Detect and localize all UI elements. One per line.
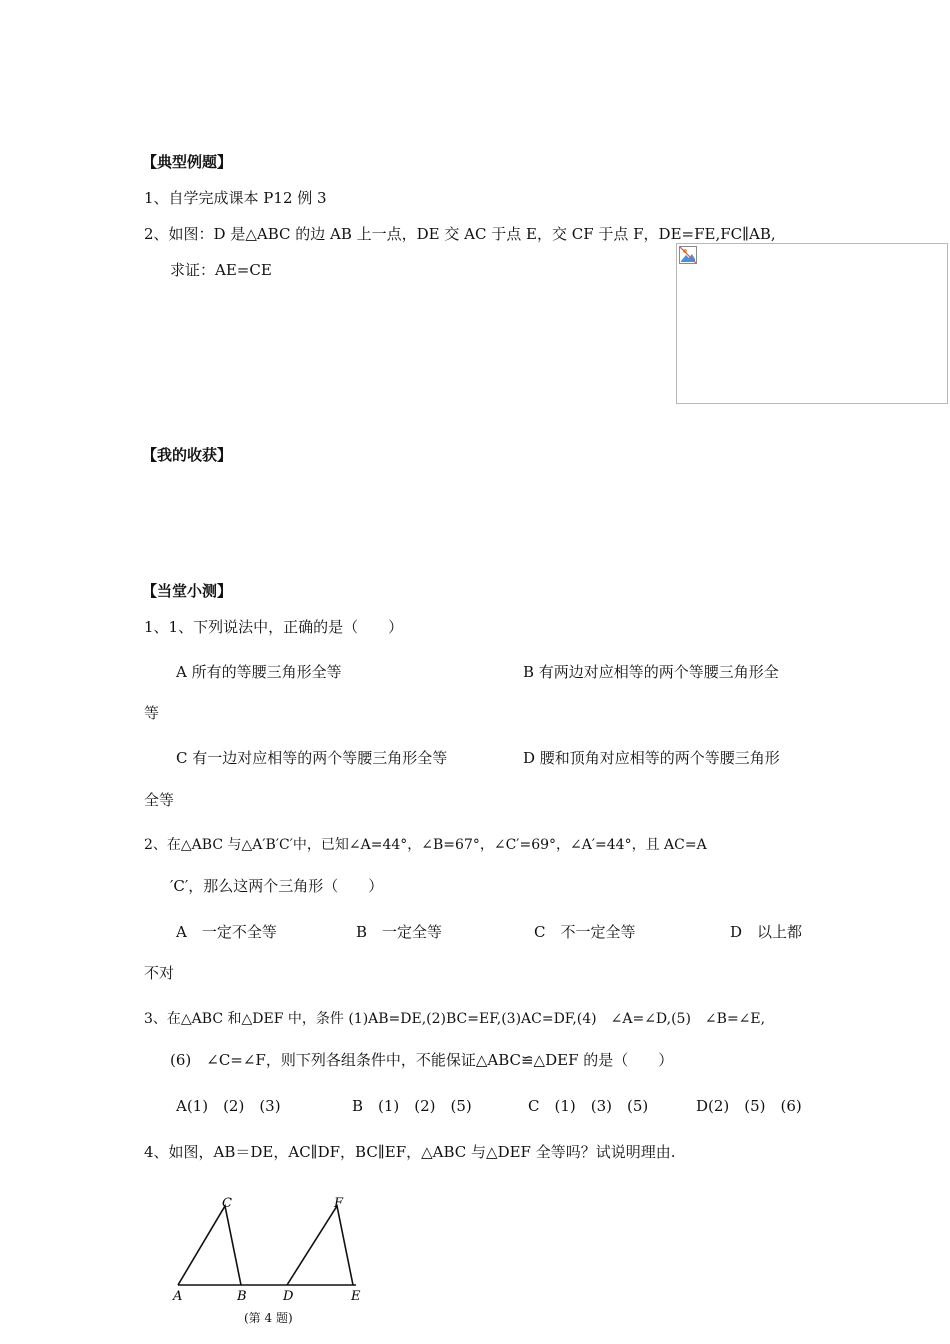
harvest-heading: 【我的收获】	[142, 446, 233, 464]
quiz-q1-option-b: B 有两边对应相等的两个等腰三角形全	[523, 663, 779, 681]
quiz-q1-option-a: A 所有的等腰三角形全等	[176, 663, 342, 681]
quiz-q3-option-b: B (1) (2) (5)	[352, 1097, 472, 1115]
examples-heading: 【典型例题】	[142, 153, 233, 171]
quiz-q2-option-a: A 一定不全等	[176, 923, 277, 941]
quiz-q1-stem: 1、1、下列说法中，正确的是（ ）	[144, 618, 404, 636]
quiz-q3-stem-line-1: 3、在△ABC 和△DEF 中，条件 (1)AB=DE,(2)BC=EF,(3)AC=DF,(4) ∠A=∠D,(5) ∠B=∠E,	[144, 1011, 766, 1027]
triangle-abc	[178, 1206, 241, 1285]
quiz-q2-stem-line-2: ′C′，那么这两个三角形（ ）	[170, 877, 384, 895]
quiz-q3-stem-line-2: (6) ∠C=∠F，则下列各组条件中，不能保证△ABC≌△DEF 的是（ ）	[170, 1051, 674, 1069]
quiz-q3-option-a: A(1) (2) (3)	[176, 1097, 281, 1115]
quiz-q3-option-c: C (1) (3) (5)	[528, 1097, 649, 1115]
figure-image-placeholder	[676, 243, 948, 404]
quiz-q1-option-d: D 腰和顶角对应相等的两个等腰三角形	[523, 749, 780, 767]
vertex-label-c: C	[222, 1196, 232, 1211]
quiz-q1-option-b-cont: 等	[144, 704, 160, 722]
example-item-2-line-2: 求证：AE=CE	[170, 261, 272, 279]
quiz-q2-stem-line-1: 2、在△ABC 与△A′B′C′中，已知∠A=44°，∠B=67°，∠C′=69°，∠A′=44°，且 AC=A	[144, 837, 707, 853]
example-item-1: 1、自学完成课本 P12 例 3	[144, 189, 327, 207]
quiz-q1-option-c: C 有一边对应相等的两个等腰三角形全等	[176, 749, 448, 767]
quiz-q2-option-d-cont: 不对	[144, 964, 175, 982]
vertex-label-a: A	[173, 1289, 183, 1304]
vertex-label-f: F	[334, 1196, 344, 1211]
quiz-q4-stem: 4、如图，AB＝DE，AC∥DF，BC∥EF，△ABC 与△DEF 全等吗？试说明理由.	[144, 1143, 676, 1161]
vertex-label-b: B	[237, 1289, 247, 1304]
vertex-label-e: E	[351, 1289, 361, 1304]
triangle-def	[287, 1206, 353, 1285]
quiz-q2-option-c: C 不一定全等	[534, 923, 636, 941]
quiz-q3-option-d: D(2) (5) (6)	[696, 1097, 802, 1115]
broken-image-icon	[679, 246, 697, 264]
vertex-label-d: D	[283, 1289, 294, 1304]
quiz-q1-option-d-cont: 全等	[144, 791, 175, 809]
quiz-q2-option-d: D 以上都	[730, 923, 803, 941]
quiz-q2-option-b: B 一定全等	[356, 923, 443, 941]
quiz-heading: 【当堂小测】	[142, 582, 233, 600]
figure-caption: (第 4 题)	[244, 1311, 293, 1325]
example-item-2-line-1: 2、如图：D 是△ABC 的边 AB 上一点，DE 交 AC 于点 E，交 CF 于点 F，DE=FE,FC∥AB,	[144, 225, 776, 243]
